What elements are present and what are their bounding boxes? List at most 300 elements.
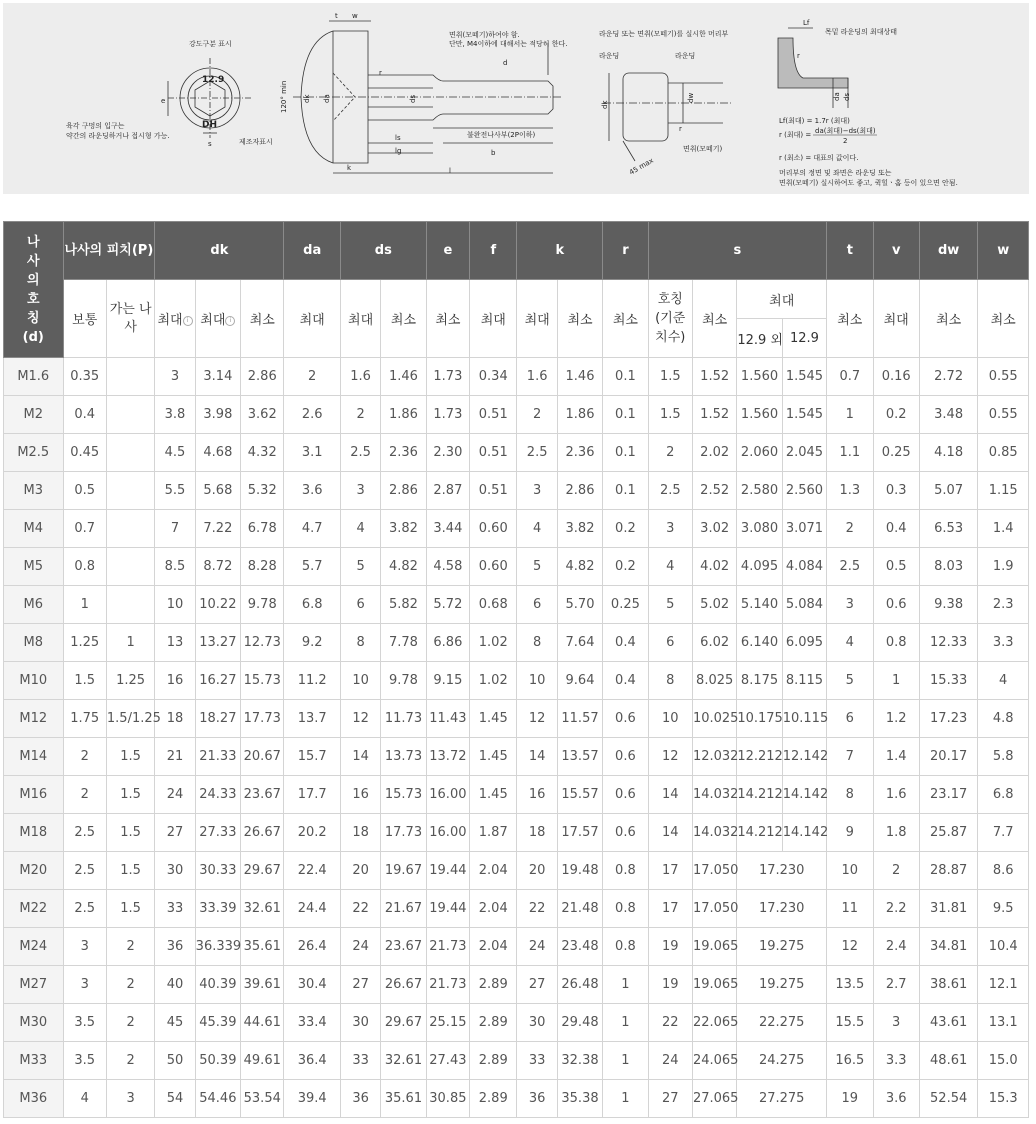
- cell-f: 0.60: [470, 510, 517, 548]
- cell-kmax: 36: [517, 1080, 557, 1118]
- cell-w: 7.7: [978, 814, 1029, 852]
- cell-t: 7: [827, 738, 873, 776]
- cell-kmin: 21.48: [557, 890, 602, 928]
- cell-v: 1.4: [873, 738, 919, 776]
- table-row: [4, 510, 1029, 548]
- cell-dkmin: 53.54: [241, 1080, 284, 1118]
- cell-pf: 1.5: [106, 738, 154, 776]
- dim-dw: dw: [687, 92, 695, 103]
- dim-d: d: [503, 59, 508, 67]
- cell-v: 0.4: [873, 510, 919, 548]
- cell-dsmax: 6: [340, 586, 380, 624]
- sub-s-max-129: 12.9: [782, 319, 826, 358]
- cell-dsmax: 30: [340, 1004, 380, 1042]
- cell-p: 1: [63, 586, 106, 624]
- header-row-1: [4, 222, 1029, 280]
- cell-smax1: 6.140: [737, 624, 782, 662]
- cell-dw: 48.61: [919, 1042, 978, 1080]
- cell-dk1: 21: [155, 738, 195, 776]
- sub-pitch-fine: 가는 나사: [106, 280, 154, 358]
- cell-p: 0.4: [63, 396, 106, 434]
- cell-kmin: 4.82: [557, 548, 602, 586]
- cell-f: 2.04: [470, 852, 517, 890]
- cell-snom: 27: [648, 1080, 692, 1118]
- cell-smax1: 14.212: [737, 776, 782, 814]
- cell-e: 1.73: [426, 396, 469, 434]
- cell-e: 9.15: [426, 662, 469, 700]
- cell-dk1: 16: [155, 662, 195, 700]
- cell-f: 2.89: [470, 966, 517, 1004]
- col-s: s: [648, 222, 827, 280]
- dim-e: e: [161, 97, 166, 105]
- cell-snom: 22: [648, 1004, 692, 1042]
- cell-da: 26.4: [284, 928, 340, 966]
- col-da: da: [284, 222, 340, 280]
- cell-dw: 25.87: [919, 814, 978, 852]
- cell-dsmax: 22: [340, 890, 380, 928]
- cell-dsmax: 27: [340, 966, 380, 1004]
- cell-r: 0.8: [603, 928, 648, 966]
- grade-value-text: 12.9: [202, 75, 225, 85]
- cell-pf: 3: [106, 1080, 154, 1118]
- cell-v: 0.16: [873, 358, 919, 396]
- cell-p: 2.5: [63, 852, 106, 890]
- cell-dkmin: 6.78: [241, 510, 284, 548]
- cell-e: 21.73: [426, 928, 469, 966]
- cell-dw: 43.61: [919, 1004, 978, 1042]
- cell-r: 0.1: [603, 472, 648, 510]
- cell-dsmin: 2.86: [381, 472, 426, 510]
- cell-dk1: 54: [155, 1080, 195, 1118]
- cell-dk1: 33: [155, 890, 195, 928]
- cell-smin: 2.02: [692, 434, 736, 472]
- table-row: [4, 1042, 1029, 1080]
- cell-da: 6.8: [284, 586, 340, 624]
- cell-f: 0.51: [470, 434, 517, 472]
- cell-smin: 10.025: [692, 700, 736, 738]
- bolt-spec-table: [3, 221, 1029, 1118]
- cell-kmax: 4: [517, 510, 557, 548]
- cell-d: M14: [4, 738, 64, 776]
- cell-dsmin: 29.67: [381, 1004, 426, 1042]
- table-row: [4, 776, 1029, 814]
- cell-kmax: 27: [517, 966, 557, 1004]
- cell-dw: 2.72: [919, 358, 978, 396]
- maker-value-text: DH: [202, 120, 218, 130]
- cell-snom: 1.5: [648, 396, 692, 434]
- col-t: t: [827, 222, 873, 280]
- cell-snom: 5: [648, 586, 692, 624]
- table-row: [4, 890, 1029, 928]
- cell-kmin: 17.57: [557, 814, 602, 852]
- cell-dsmax: 18: [340, 814, 380, 852]
- cell-kmin: 9.64: [557, 662, 602, 700]
- cell-w: 1.9: [978, 548, 1029, 586]
- cell-dk2: 10.22: [195, 586, 240, 624]
- cell-smin: 22.065: [692, 1004, 736, 1042]
- cell-dkmin: 32.61: [241, 890, 284, 928]
- cell-w: 0.55: [978, 358, 1029, 396]
- sub-v-max: 최대: [873, 280, 919, 358]
- cell-t: 11: [827, 890, 873, 928]
- cell-pf: 1.5: [106, 776, 154, 814]
- surface-note-line2: 면취(모떼기) 실시하여도 좋고, 퀵힐ㆍ홈 등이 있으면 안됨.: [779, 179, 958, 187]
- cell-f: 2.89: [470, 1042, 517, 1080]
- cell-kmin: 5.70: [557, 586, 602, 624]
- sub-dk-min: 최소: [241, 280, 284, 358]
- cell-pf: 1.5: [106, 852, 154, 890]
- cell-dw: 4.18: [919, 434, 978, 472]
- cell-snom: 1.5: [648, 358, 692, 396]
- cell-dk2: 30.33: [195, 852, 240, 890]
- cell-t: 19: [827, 1080, 873, 1118]
- cell-dk2: 54.46: [195, 1080, 240, 1118]
- cell-dw: 28.87: [919, 852, 978, 890]
- table-row: [4, 852, 1029, 890]
- cell-w: 3.3: [978, 624, 1029, 662]
- cell-smin: 14.032: [692, 776, 736, 814]
- sub-ds-max: 최대: [340, 280, 380, 358]
- cell-p: 2.5: [63, 814, 106, 852]
- cell-e: 2.87: [426, 472, 469, 510]
- dim-dk: dk: [303, 94, 311, 103]
- cell-dkmin: 8.28: [241, 548, 284, 586]
- cell-t: 12: [827, 928, 873, 966]
- incomplete-thread-label: 불완전나사부(2P이하): [467, 131, 536, 139]
- cell-dkmin: 2.86: [241, 358, 284, 396]
- cell-da: 13.7: [284, 700, 340, 738]
- cell-kmax: 6: [517, 586, 557, 624]
- cell-w: 15.3: [978, 1080, 1029, 1118]
- cell-smax2: 2.045: [782, 434, 826, 472]
- cell-t: 4: [827, 624, 873, 662]
- cell-smin: 4.02: [692, 548, 736, 586]
- cell-dsmin: 1.46: [381, 358, 426, 396]
- cell-smax: 17.230: [737, 890, 827, 928]
- cell-w: 4.8: [978, 700, 1029, 738]
- spec-table-body: [4, 358, 1029, 1118]
- hex-note-line1: 육각 구멍의 입구는: [66, 122, 125, 130]
- cell-v: 0.5: [873, 548, 919, 586]
- cell-dk1: 10: [155, 586, 195, 624]
- cell-smin: 12.032: [692, 738, 736, 776]
- cell-w: 6.8: [978, 776, 1029, 814]
- cell-v: 2: [873, 852, 919, 890]
- cell-d: M12: [4, 700, 64, 738]
- cell-dkmin: 44.61: [241, 1004, 284, 1042]
- angle-label: 120° min: [280, 80, 288, 113]
- table-row: [4, 472, 1029, 510]
- cell-w: 10.4: [978, 928, 1029, 966]
- cell-e: 25.15: [426, 1004, 469, 1042]
- dim-ds-fillet: ds: [843, 92, 851, 101]
- cell-kmax: 30: [517, 1004, 557, 1042]
- cell-dk2: 8.72: [195, 548, 240, 586]
- cell-smax: 19.275: [737, 966, 827, 1004]
- cell-t: 1.3: [827, 472, 873, 510]
- cell-pf: [106, 548, 154, 586]
- cell-smin: 17.050: [692, 852, 736, 890]
- cell-dkmin: 17.73: [241, 700, 284, 738]
- cell-da: 3.1: [284, 434, 340, 472]
- table-row: [4, 738, 1029, 776]
- cell-smin: 8.025: [692, 662, 736, 700]
- cell-smax1: 5.140: [737, 586, 782, 624]
- cell-kmax: 24: [517, 928, 557, 966]
- rounding-label-left: 라운딩: [599, 52, 620, 60]
- hex-socket-bolt-drawing: [3, 3, 1029, 194]
- cell-w: 8.6: [978, 852, 1029, 890]
- cell-f: 0.34: [470, 358, 517, 396]
- cell-dsmax: 12: [340, 700, 380, 738]
- formula-denominator: 2: [843, 137, 848, 145]
- cell-smin: 3.02: [692, 510, 736, 548]
- cell-smax1: 10.175: [737, 700, 782, 738]
- cell-smax: 19.275: [737, 928, 827, 966]
- cell-kmax: 12: [517, 700, 557, 738]
- cell-f: 1.45: [470, 738, 517, 776]
- formula-numerator: da(최대)−ds(최대): [815, 127, 876, 135]
- cell-da: 36.4: [284, 1042, 340, 1080]
- cell-dk2: 33.39: [195, 890, 240, 928]
- cell-snom: 12: [648, 738, 692, 776]
- cell-snom: 14: [648, 776, 692, 814]
- cell-f: 1.45: [470, 776, 517, 814]
- cell-w: 2.3: [978, 586, 1029, 624]
- cell-d: M3: [4, 472, 64, 510]
- cell-da: 20.2: [284, 814, 340, 852]
- cell-smin: 27.065: [692, 1080, 736, 1118]
- cell-t: 1: [827, 396, 873, 434]
- cell-d: M27: [4, 966, 64, 1004]
- cell-pf: [106, 510, 154, 548]
- sub-k-min: 최소: [557, 280, 602, 358]
- cell-pf: 1.25: [106, 662, 154, 700]
- cell-d: M1.6: [4, 358, 64, 396]
- cell-kmax: 2: [517, 396, 557, 434]
- cell-dsmin: 15.73: [381, 776, 426, 814]
- cell-p: 3.5: [63, 1004, 106, 1042]
- cell-kmin: 2.36: [557, 434, 602, 472]
- cell-smin: 2.52: [692, 472, 736, 510]
- info-icon[interactable]: i: [183, 316, 193, 326]
- chamfer-note-line1: 면취(모떼기)하여야 함.: [449, 31, 520, 39]
- dim-s: s: [208, 140, 212, 148]
- cell-dk1: 27: [155, 814, 195, 852]
- info-icon[interactable]: i: [225, 316, 235, 326]
- cell-dw: 23.17: [919, 776, 978, 814]
- cell-p: 0.8: [63, 548, 106, 586]
- cell-p: 0.7: [63, 510, 106, 548]
- cell-r: 1: [603, 966, 648, 1004]
- cell-d: M16: [4, 776, 64, 814]
- cell-kmin: 11.57: [557, 700, 602, 738]
- cell-w: 9.5: [978, 890, 1029, 928]
- cell-snom: 19: [648, 966, 692, 1004]
- cell-kmax: 3: [517, 472, 557, 510]
- table-row: [4, 662, 1029, 700]
- cell-pf: [106, 434, 154, 472]
- maker-mark-label: 제조자표시: [239, 138, 273, 146]
- cell-dsmax: 4: [340, 510, 380, 548]
- cell-kmin: 13.57: [557, 738, 602, 776]
- col-ds: ds: [340, 222, 426, 280]
- cell-dsmin: 26.67: [381, 966, 426, 1004]
- cell-p: 2: [63, 776, 106, 814]
- cell-t: 6: [827, 700, 873, 738]
- cell-e: 6.86: [426, 624, 469, 662]
- cell-r: 0.6: [603, 700, 648, 738]
- cell-v: 3: [873, 1004, 919, 1042]
- sub-e-min: 최소: [426, 280, 469, 358]
- sub-k-max: 최대: [517, 280, 557, 358]
- cell-t: 10: [827, 852, 873, 890]
- cell-e: 27.43: [426, 1042, 469, 1080]
- cell-smin: 1.52: [692, 396, 736, 434]
- cell-v: 0.6: [873, 586, 919, 624]
- cell-d: M4: [4, 510, 64, 548]
- table-row: [4, 434, 1029, 472]
- cell-smax2: 14.142: [782, 776, 826, 814]
- cell-f: 0.68: [470, 586, 517, 624]
- cell-t: 8: [827, 776, 873, 814]
- cell-t: 5: [827, 662, 873, 700]
- cell-smax1: 8.175: [737, 662, 782, 700]
- col-w: w: [978, 222, 1029, 280]
- cell-w: 0.85: [978, 434, 1029, 472]
- cell-dk1: 4.5: [155, 434, 195, 472]
- cell-dk2: 4.68: [195, 434, 240, 472]
- cell-r: 1: [603, 1080, 648, 1118]
- table-row: [4, 358, 1029, 396]
- cell-kmin: 26.48: [557, 966, 602, 1004]
- grade-mark-label: 강도구분 표시: [189, 40, 232, 48]
- cell-v: 3.6: [873, 1080, 919, 1118]
- cell-t: 16.5: [827, 1042, 873, 1080]
- cell-w: 0.55: [978, 396, 1029, 434]
- cell-dkmin: 9.78: [241, 586, 284, 624]
- technical-drawing-panel: [3, 3, 1029, 194]
- cell-dsmin: 3.82: [381, 510, 426, 548]
- cell-p: 1.25: [63, 624, 106, 662]
- cell-dk1: 3: [155, 358, 195, 396]
- cell-v: 2.7: [873, 966, 919, 1004]
- dim-b: b: [491, 149, 496, 157]
- cell-da: 5.7: [284, 548, 340, 586]
- cell-dkmin: 20.67: [241, 738, 284, 776]
- dim-t: t: [335, 12, 338, 20]
- cell-d: M22: [4, 890, 64, 928]
- dim-dk-detail: dk: [601, 100, 609, 109]
- cell-dkmin: 12.73: [241, 624, 284, 662]
- cell-dk1: 24: [155, 776, 195, 814]
- sub-s-max: 최대: [737, 280, 827, 319]
- cell-kmin: 35.38: [557, 1080, 602, 1118]
- cell-smax2: 1.545: [782, 396, 826, 434]
- cell-dsmin: 19.67: [381, 852, 426, 890]
- cell-snom: 2.5: [648, 472, 692, 510]
- cell-smax: 24.275: [737, 1042, 827, 1080]
- cell-pf: 1: [106, 624, 154, 662]
- dim-da: da: [323, 94, 331, 103]
- sub-pitch-coarse: 보통: [63, 280, 106, 358]
- cell-dsmax: 16: [340, 776, 380, 814]
- cell-r: 0.6: [603, 814, 648, 852]
- cell-d: M33: [4, 1042, 64, 1080]
- cell-dw: 12.33: [919, 624, 978, 662]
- cell-e: 5.72: [426, 586, 469, 624]
- cell-dw: 34.81: [919, 928, 978, 966]
- cell-pf: 1.5: [106, 890, 154, 928]
- cell-d: M6: [4, 586, 64, 624]
- cell-snom: 19: [648, 928, 692, 966]
- cell-dw: 3.48: [919, 396, 978, 434]
- cell-f: 0.51: [470, 472, 517, 510]
- head-rounding-note: 라운딩 또는 면취(모떼기)를 실시한 머리부: [599, 30, 729, 38]
- cell-dsmin: 4.82: [381, 548, 426, 586]
- cell-dkmin: 3.62: [241, 396, 284, 434]
- sub-r-min: 최소: [603, 280, 648, 358]
- cell-kmax: 16: [517, 776, 557, 814]
- dim-r-fillet: r: [797, 52, 800, 60]
- cell-kmax: 33: [517, 1042, 557, 1080]
- sub-da-max: 최대: [284, 280, 340, 358]
- cell-dw: 52.54: [919, 1080, 978, 1118]
- sub-s-max-other: 12.9 외: [737, 319, 782, 358]
- cell-r: 0.25: [603, 586, 648, 624]
- cell-v: 0.3: [873, 472, 919, 510]
- cell-da: 9.2: [284, 624, 340, 662]
- cell-r: 0.4: [603, 662, 648, 700]
- cell-dw: 15.33: [919, 662, 978, 700]
- cell-snom: 4: [648, 548, 692, 586]
- cell-dk2: 50.39: [195, 1042, 240, 1080]
- cell-t: 2.5: [827, 548, 873, 586]
- cell-dsmin: 11.73: [381, 700, 426, 738]
- cell-da: 15.7: [284, 738, 340, 776]
- cell-pf: [106, 358, 154, 396]
- cell-r: 0.8: [603, 890, 648, 928]
- cell-p: 0.45: [63, 434, 106, 472]
- underhead-fillet-detail: [778, 38, 848, 88]
- cell-dk2: 21.33: [195, 738, 240, 776]
- cell-dsmax: 10: [340, 662, 380, 700]
- cell-dsmax: 33: [340, 1042, 380, 1080]
- cell-w: 1.15: [978, 472, 1029, 510]
- cell-v: 0.25: [873, 434, 919, 472]
- cell-smin: 14.032: [692, 814, 736, 852]
- cell-smax2: 5.084: [782, 586, 826, 624]
- cell-dk1: 5.5: [155, 472, 195, 510]
- cell-f: 0.51: [470, 396, 517, 434]
- cell-smax2: 14.142: [782, 814, 826, 852]
- cell-snom: 6: [648, 624, 692, 662]
- cell-dsmax: 1.6: [340, 358, 380, 396]
- cell-smax2: 1.545: [782, 358, 826, 396]
- cell-f: 1.02: [470, 662, 517, 700]
- cell-p: 3.5: [63, 1042, 106, 1080]
- table-row: [4, 586, 1029, 624]
- cell-r: 1: [603, 1004, 648, 1042]
- cell-smax2: 3.071: [782, 510, 826, 548]
- cell-f: 1.02: [470, 624, 517, 662]
- cell-e: 11.43: [426, 700, 469, 738]
- cell-dsmin: 9.78: [381, 662, 426, 700]
- cell-dk2: 3.98: [195, 396, 240, 434]
- cell-kmax: 22: [517, 890, 557, 928]
- dim-l: l: [449, 167, 451, 175]
- cell-smax1: 12.212: [737, 738, 782, 776]
